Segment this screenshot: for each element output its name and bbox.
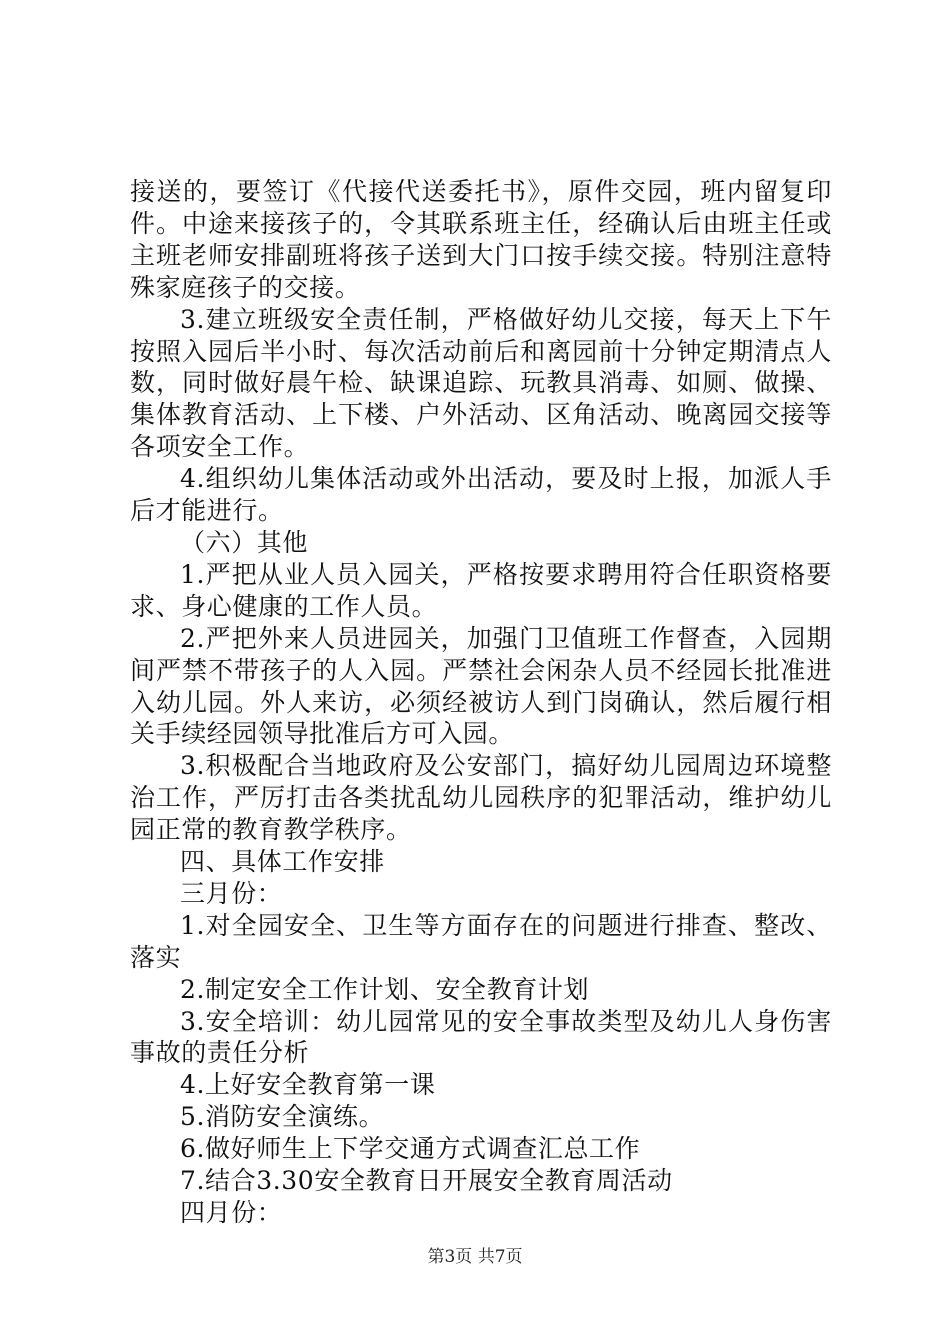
month-heading: 四月份：	[180, 1198, 283, 1227]
page-number: 第3页 共7页	[427, 1247, 523, 1267]
list-item: 3.安全培训：幼儿园常见的安全事故类型及幼儿人身伤害事故的责任分析	[130, 1006, 832, 1068]
paragraph: 1.严把从业人员入园关，严格按要求聘用符合任职资格要求、身心健康的工作人员。	[130, 559, 832, 621]
list-item: 7.结合3.30安全教育日开展安全教育周活动	[180, 1166, 673, 1196]
paragraph: 3.积极配合当地政府及公安部门，搞好幼儿园周边环境整治工作，严厉打击各类扰乱幼儿园秩序的犯罪活动，维护幼儿园正常的教育教学秩序。	[130, 751, 832, 845]
list-item: 2.制定安全工作计划、安全教育计划	[180, 974, 590, 1004]
month-heading: 三月份：	[180, 878, 283, 908]
paragraph: 4.组织幼儿集体活动或外出活动，要及时上报，加派人手后才能进行。	[130, 464, 832, 526]
list-item: 4.上好安全教育第一课	[180, 1070, 436, 1100]
list-item: 5.消防安全演练。	[180, 1102, 385, 1132]
section-heading: （六）其他	[180, 527, 309, 557]
paragraph: 2.严把外来人员进园关，加强门卫值班工作督查，入园期间严禁不带孩子的人入园。严禁社会闲杂人员不经园长批准进入幼儿园。外人来访，必须经被访人到门岗确认，然后履行相关手续经园领导批准后方可入园。	[130, 623, 832, 749]
paragraph: 3.建立班级安全责任制，严格做好幼儿交接，每天上下午按照入园后半小时、每次活动前后和离园前十分钟定期清点人数，同时做好晨午检、缺课追踪、玩教具消毒、如厕、做操、集体教育活动、上下楼、户外活动、区角活动、晚离园交接等各项安全工作。	[130, 304, 832, 462]
list-item: 6.做好师生上下学交通方式调查汇总工作	[180, 1134, 641, 1164]
paragraph: 接送的，要签订《代接代送委托书》，原件交园，班内留复印件。中途来接孩子的，令其联系班主任，经确认后由班主任或主班老师安排副班将孩子送到大门口按手续交接。特别注意特殊家庭孩子的交接。	[130, 177, 832, 302]
section-heading: 四、具体工作安排	[180, 847, 385, 877]
document-body	[130, 176, 832, 1229]
list-item: 1.对全园安全、卫生等方面存在的问题进行排查、整改、落实	[130, 910, 832, 972]
